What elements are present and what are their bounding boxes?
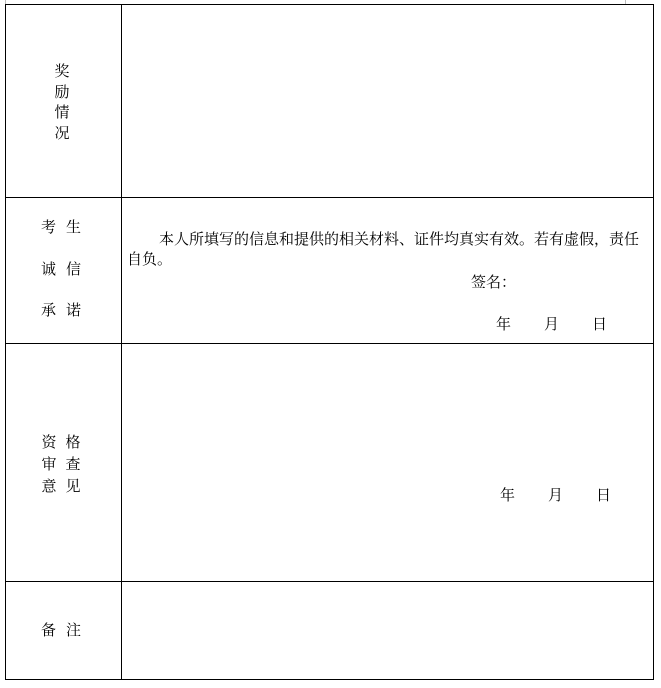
awards-content-cell[interactable]	[122, 5, 653, 197]
review-label-char: 意	[41, 477, 57, 495]
awards-label-char: 奖	[54, 62, 70, 80]
awards-label	[54, 61, 70, 143]
remarks-content-cell[interactable]	[122, 582, 653, 679]
review-date-day: 日	[596, 486, 612, 504]
review-date-year: 年	[500, 486, 516, 504]
review-label-char: 格	[65, 433, 81, 451]
pledge-date-year: 年	[496, 315, 512, 333]
pledge-label-line: 诚信	[41, 260, 92, 278]
review-label-char: 资	[41, 433, 57, 451]
review-label-col1	[41, 431, 57, 497]
pledge-date-day: 日	[592, 315, 608, 333]
pledge-text: 本人所填写的信息和提供的相关材料、证件均真实有效。若有虚假，责任自负。	[127, 230, 640, 268]
signature-label: 签名：	[471, 273, 517, 291]
pledge-label-line: 考生	[41, 218, 92, 236]
review-label-char: 审	[41, 455, 57, 473]
awards-label-char: 况	[54, 123, 70, 142]
remarks-label: 备注	[41, 621, 92, 639]
awards-label-char: 励	[54, 82, 70, 101]
review-label-char: 见	[65, 477, 81, 495]
review-date-month: 月	[548, 486, 564, 504]
pledge-label-line: 承诺	[41, 301, 92, 319]
awards-label-char: 情	[54, 103, 70, 121]
review-label-char: 查	[65, 455, 81, 473]
row-divider	[5, 197, 654, 198]
review-content-cell[interactable]	[122, 344, 653, 580]
review-label-col2	[65, 431, 81, 497]
pledge-date-month: 月	[544, 315, 560, 333]
